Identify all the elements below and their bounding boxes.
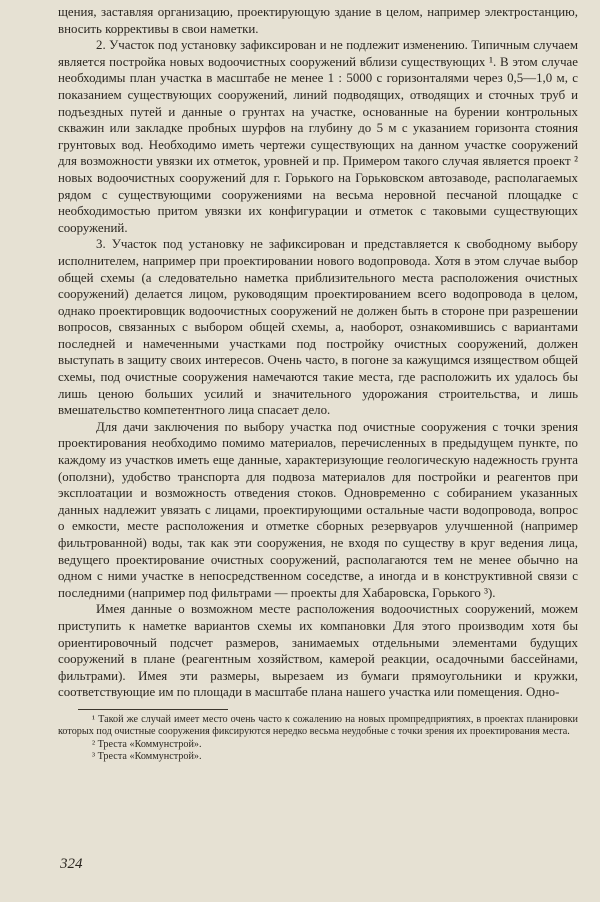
footnote-1: ¹ Такой же случай имеет место очень часто к сожалению на новых промпредприятиях, в проектах планировки которых под очистные сооружения фиксируются нередко весьма неудобные с точки зрения их проектирования места. <box>58 713 578 738</box>
paragraph-layout-variants: Имея данные о возможном месте расположения водоочистных сооружений, можем приступить к наметке вариантов схемы их компановки Для этого производим хотя бы ориентировочный подсчет размеров, занимаемых отдельными элементами будущих сооружений в плане (реагентным хозяйством, камерой реакции, осадочными бассейнами, фильтрами). Имея эти размеры, вырезаем из бумаги прямоугольники и кружки, соответствующие им по площади в масштабе плана нашего участка или помещения. Одно- <box>58 602 578 700</box>
footnotes <box>58 714 578 764</box>
paragraph-site-selection: Для дачи заключения по выбору участка под очистные сооружения с точки зрения проектирования необходимо помимо материалов, перечисленных в предыдущем пункте, по каждому из участков иметь еще данные, характеризующие геологическую надежность грунта (оползни), удобство транспорта для подвоза материалов для постройки и реагентов при эксплоатации и возможность отведения стоков. Одновременно с собиранием указанных данных надлежит увязать с лицами, проектирующими остальные части водопровода, вопрос о емкости, месте расположения и отметке сборных резервуаров улучшенной (например фильтрованной) воды, так как эти сооружения, не входя по существу в круг ведения лица, ведущего проектирование очистных сооружений, располагаются тем не менее обычно на одном с ними участке в непосредственном соседстве, а иногда и в конструктивной связи с последними (например под фильтрами — проекты для Хабаровска, Горького ³). <box>58 419 578 600</box>
page-number: 324 <box>60 856 83 872</box>
footnote-3: ³ Треста «Коммунстрой». <box>92 751 202 763</box>
body-text <box>58 4 578 701</box>
paragraph-case-3: 3. Участок под установку не зафиксирован и представляется к свободному выбору исполнителем, например при проектировании нового водопровода. Хотя в этом случае выбор общей схемы (а следовательно наметка приблизительного места расположения очистных сооружений) делается лицом, руководящим проектированием всего водопровода в целом, однако проектировщик водоочистных сооружений не должен быть в стороне при разрешении вопросов, связанных с выбором общей схемы, а, наоборот, ознакомившись с вариантами последней и намеченными участками под постройку очистных сооружений, должен выступать в защиту своих интересов. Очень часто, в погоне за кажущимся изяществом общей схемы, под очистные сооружения намечаются такие места, где расположить их удалось бы лишь ценою больших усилий и значительного удорожания строительства, и лишь вмешательство компетентного лица спасает дело. <box>58 237 578 418</box>
footnote-2: ² Треста «Коммунстрой». <box>92 738 202 750</box>
footnote-divider <box>78 709 228 710</box>
paragraph-continuation: щения, заставляя организацию, проектирующую здание в целом, например электростанцию, вносить коррективы в свои наметки. <box>58 5 578 36</box>
paragraph-case-2: 2. Участок под установку зафиксирован и не подлежит изменению. Типичным случаем является постройка новых водоочистных сооружений вблизи существующих ¹. В этом случае необходимы план участка в масштабе не менее 1 : 5000 с горизонталями через 0,5—1,0 м, с показанием существующих сооружений, линий подводящих, отводящих и сточных труб и подъездных путей и данные о грунтах на участке, основанные на бурении контрольных скважин или закладке пробных шурфов на глубину до 5 м с указанием горизонта стояния грунтовых вод. Необходимо иметь чертежи существующих на данном участке сооружений для возможности увязки их отметок, уровней и пр. Примером такого случая является проект ² новых водоочистных сооружений для г. Горького на Горьковском автозаводе, располагаемых рядом с существующими сооружениями на весьма неровной песчаной площадке с необходимостью притом увязки их конфигурации и отметок с таковыми существующих сооружений. <box>58 38 578 235</box>
